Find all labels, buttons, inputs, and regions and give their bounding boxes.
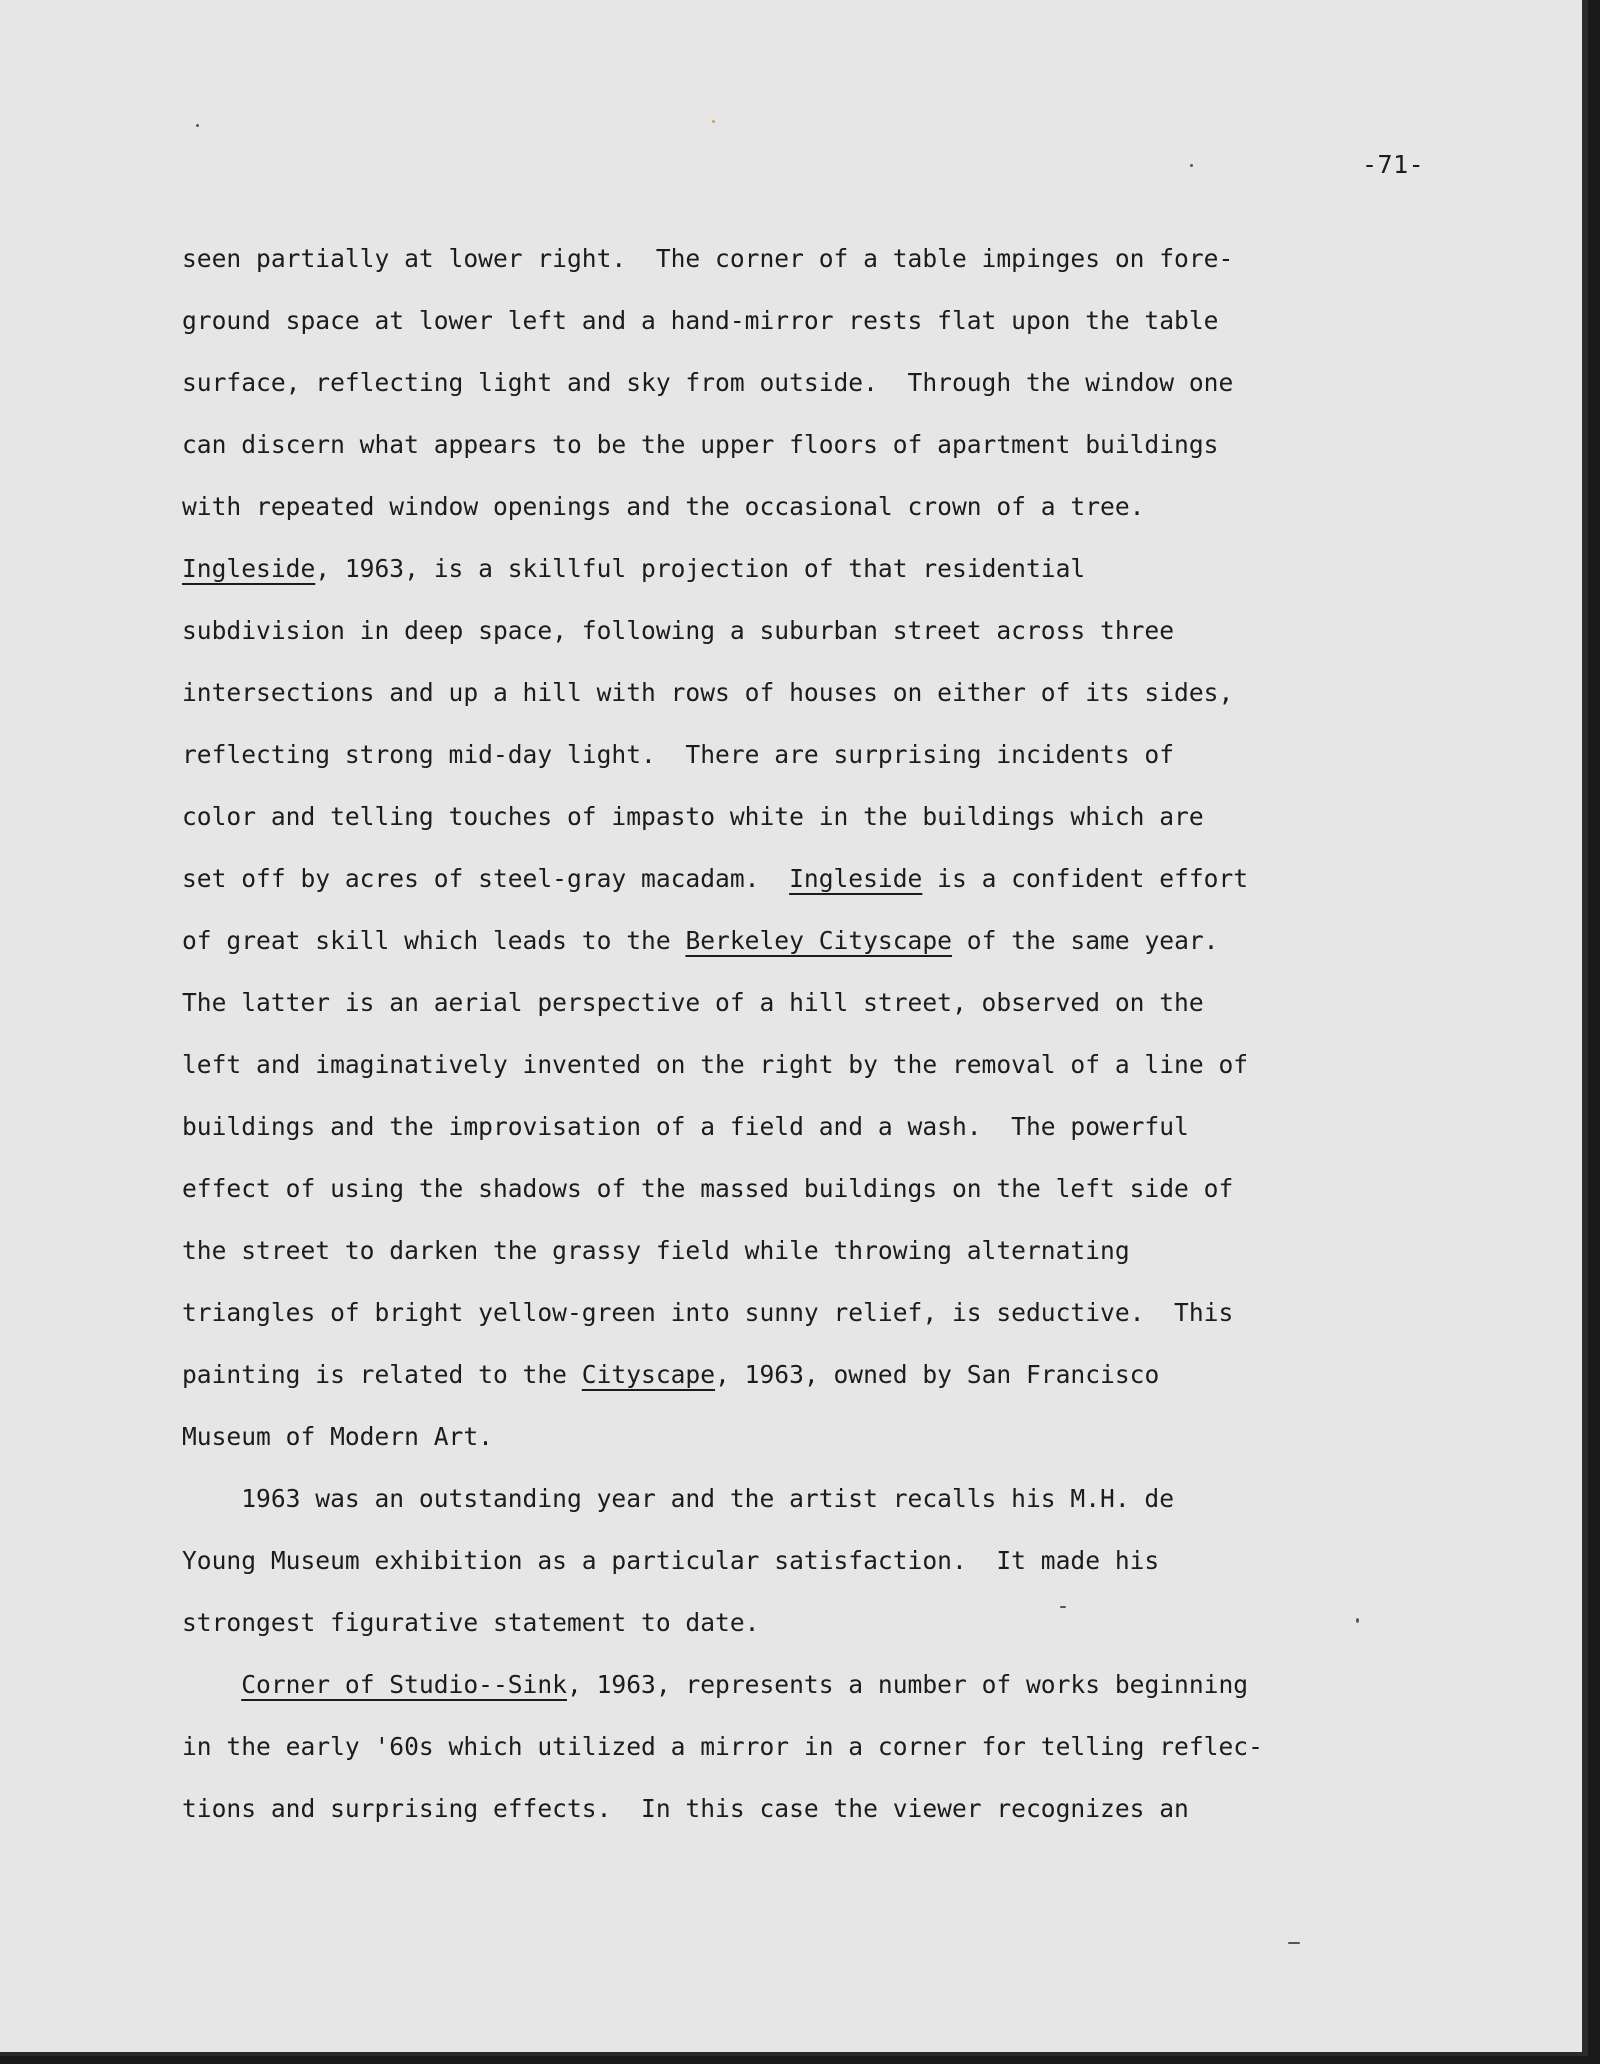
- paper-speck: [1356, 1618, 1359, 1623]
- paper-speck: [1060, 1606, 1066, 1608]
- text-segment: is a confident effort: [922, 864, 1249, 893]
- text-segment: Museum of Modern Art.: [182, 1422, 493, 1451]
- text-line: [182, 228, 1482, 290]
- text-line: [182, 662, 1482, 724]
- text-segment: strongest figurative statement to date.: [182, 1608, 760, 1637]
- underlined-title: Ingleside: [182, 554, 316, 583]
- text-segment: [182, 1670, 241, 1699]
- text-line: [182, 1034, 1482, 1096]
- text-segment: surface, reflecting light and sky from outside. Through the window one: [182, 368, 1234, 397]
- text-line: [182, 1530, 1482, 1592]
- text-segment: The latter is an aerial perspective of a hill street, observed on the: [182, 988, 1204, 1017]
- paper-speck: [196, 124, 199, 127]
- text-line: [182, 1220, 1482, 1282]
- text-segment: triangles of bright yellow-green into sunny relief, is seductive. This: [182, 1298, 1234, 1327]
- text-line: [182, 1716, 1482, 1778]
- text-line: [182, 724, 1482, 786]
- text-line: [182, 910, 1482, 972]
- text-segment: buildings and the improvisation of a field and a wash. The powerful: [182, 1112, 1189, 1141]
- text-line: [182, 1096, 1482, 1158]
- text-segment: in the early '60s which utilized a mirror in a corner for telling reflec-: [182, 1732, 1263, 1761]
- text-line: [182, 848, 1482, 910]
- text-line: [182, 414, 1482, 476]
- text-line: [182, 600, 1482, 662]
- text-line: [182, 1778, 1482, 1840]
- text-segment: painting is related to the: [182, 1360, 582, 1389]
- text-segment: 1963 was an outstanding year and the artist recalls his M.H. de: [182, 1484, 1175, 1513]
- text-segment: , 1963, represents a number of works beginning: [566, 1670, 1249, 1699]
- text-segment: set off by acres of steel-gray macadam.: [182, 864, 790, 893]
- text-segment: intersections and up a hill with rows of houses on either of its sides,: [182, 678, 1234, 707]
- body-text: [182, 228, 1482, 1840]
- text-segment: ground space at lower left and a hand-mirror rests flat upon the table: [182, 306, 1219, 335]
- text-line: [182, 786, 1482, 848]
- text-segment: , 1963, owned by San Francisco: [715, 1360, 1160, 1389]
- text-segment: of great skill which leads to the: [182, 926, 686, 955]
- text-line: [182, 1406, 1482, 1468]
- text-segment: subdivision in deep space, following a suburban street across three: [182, 616, 1175, 645]
- text-line: [182, 1158, 1482, 1220]
- text-segment: seen partially at lower right. The corner of a table impinges on fore-: [182, 244, 1234, 273]
- text-segment: the street to darken the grassy field while throwing alternating: [182, 1236, 1130, 1265]
- text-segment: tions and surprising effects. In this case the viewer recognizes an: [182, 1794, 1189, 1823]
- underlined-title: Corner of Studio--Sink: [241, 1670, 567, 1699]
- text-segment: of the same year.: [951, 926, 1219, 955]
- text-line: [182, 1468, 1482, 1530]
- underlined-title: Ingleside: [789, 864, 923, 893]
- paper-speck: [712, 120, 715, 123]
- text-line: [182, 476, 1482, 538]
- underlined-title: Berkeley Cityscape: [685, 926, 952, 955]
- text-segment: can discern what appears to be the upper floors of apartment buildings: [182, 430, 1219, 459]
- paper-speck: [1190, 164, 1193, 167]
- text-line: [182, 290, 1482, 352]
- underlined-title: Cityscape: [581, 1360, 716, 1389]
- text-line: [182, 1344, 1482, 1406]
- text-line: [182, 1654, 1482, 1716]
- text-segment: reflecting strong mid-day light. There are surprising incidents of: [182, 740, 1175, 769]
- paper-speck: [1288, 1942, 1300, 1944]
- text-segment: effect of using the shadows of the massed buildings on the left side of: [182, 1174, 1234, 1203]
- page-number: -71-: [1362, 150, 1425, 179]
- text-segment: with repeated window openings and the occasional crown of a tree.: [182, 492, 1145, 521]
- text-line: [182, 352, 1482, 414]
- text-line: [182, 538, 1482, 600]
- text-line: [182, 1282, 1482, 1344]
- text-line: [182, 1592, 1482, 1654]
- text-line: [182, 972, 1482, 1034]
- text-segment: , 1963, is a skillful projection of that residential: [315, 554, 1086, 583]
- text-segment: Young Museum exhibition as a particular satisfaction. It made his: [182, 1546, 1160, 1575]
- text-segment: color and telling touches of impasto white in the buildings which are: [182, 802, 1204, 831]
- text-segment: left and imaginatively invented on the right by the removal of a line of: [182, 1050, 1249, 1079]
